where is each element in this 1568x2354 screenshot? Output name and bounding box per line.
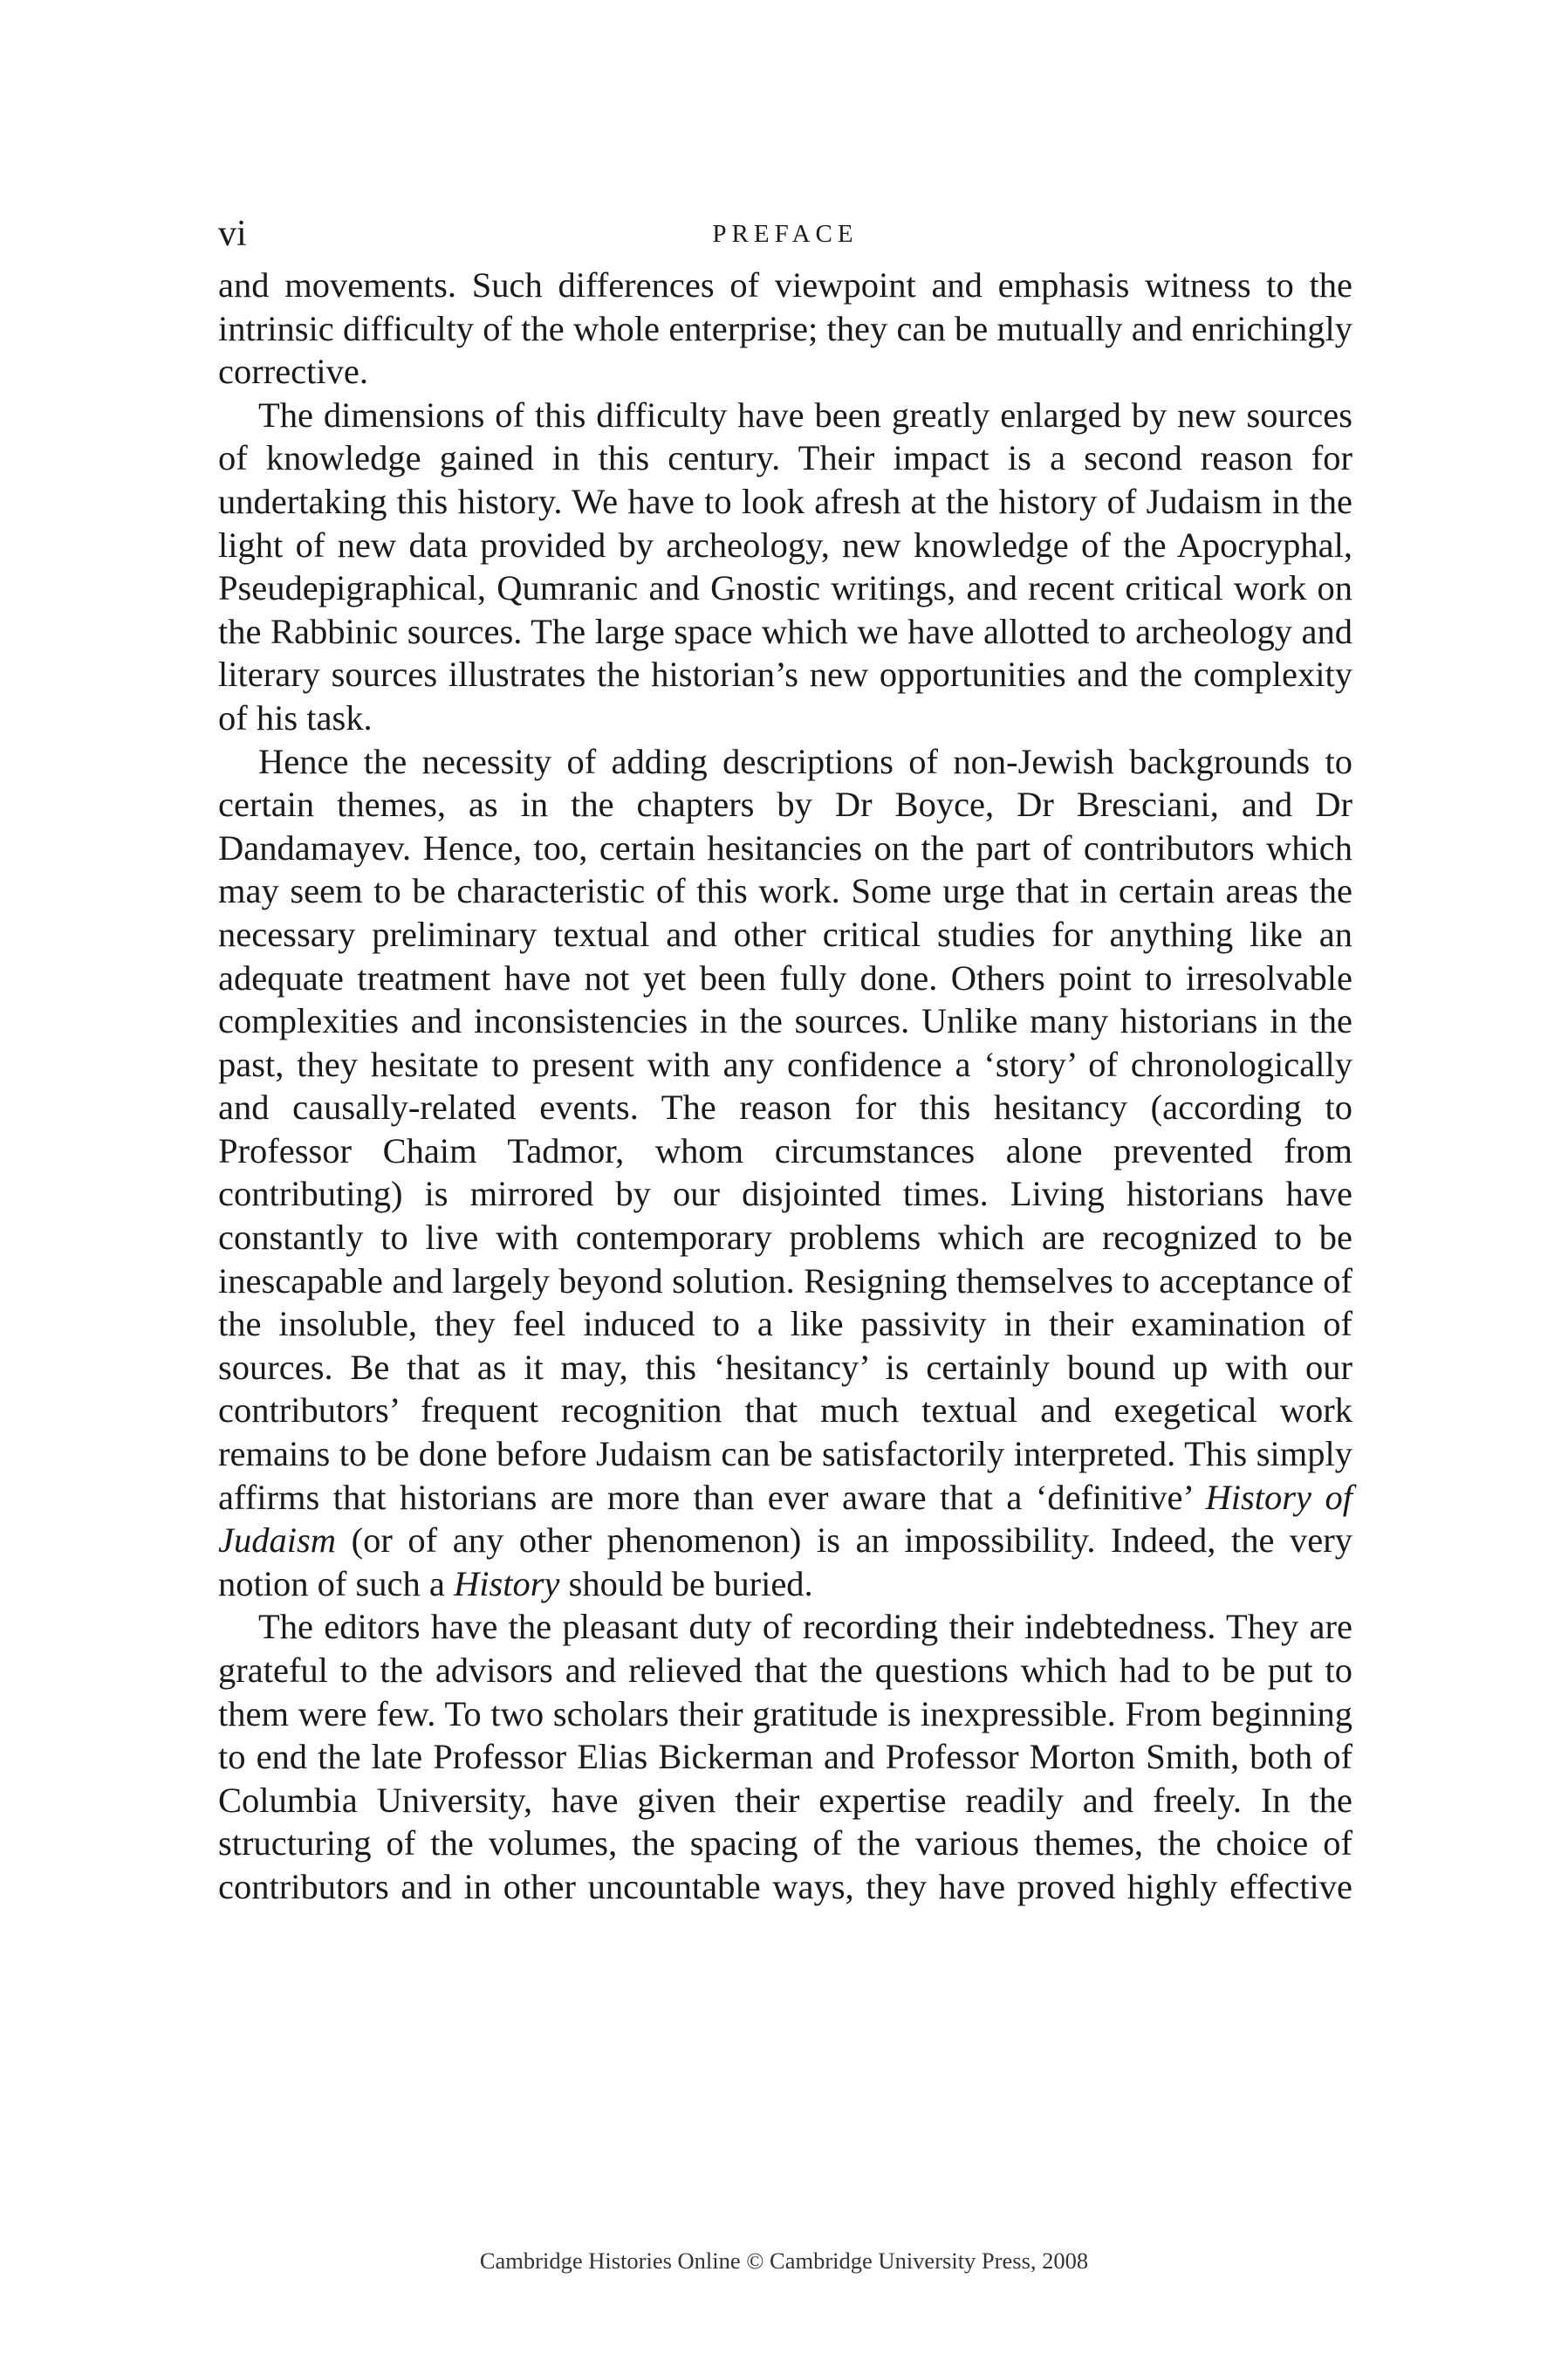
book-title-italic: History of Judaism [218, 1477, 1352, 1561]
running-head [218, 212, 1352, 256]
paragraph-hesitancy: Hence the necessity of adding descriptions of non-Jewish backgrounds to certain themes, as in the chapters by Dr Boyce, Dr Bresciani, and Dr Dandamayev. Hence, too, certain hesitancies on the part of contributors which may seem to be characteristic of this work. Some urge that in certain areas the necessary preliminary textual and other critical studies for anything like an adequate treatment have not yet been fully done. Others point to irresolvable complexities and inconsistencies in the sources. Unlike many historians in the past, they hesitate to present with any confidence a ‘story’ of chronologically and causally-related events. The reason for this hesitancy (according to Professor Chaim Tadmor, whom circumstances alone prevented from contributing) is mirrored by our disjointed times. Living historians have constantly to live with contemporary problems which are recognized to be inescapable and largely beyond solution. Resigning themselves to acceptance of the insoluble, they feel induced to a like passivity in their examination of sources. Be that as it may, this ‘hesitancy’ is certainly bound up with our contributors’ frequent recognition that much textual and exegetical work remains to be done before Judaism can be satisfactorily interpreted. This simply affirms that historians are more than ever aware that a ‘definitive’ History of Judaism (or of any other phenomenon) is an impossibility. Indeed, the very notion of such a History should be buried. [218, 741, 1352, 1603]
paragraph-dimensions: The dimensions of this difficulty have been greatly enlarged by new sources of knowledge gained in this century. Their impact is a second reason for undertaking this history. We have to look afresh at the history of Judaism in the light of new data provided by archeology, new knowledge of the Apocryphal, Pseudepigraphical, Qumranic and Gnostic writings, and recent critical work on the Rabbinic sources. The large space which we have allotted to archeology and literary sources illustrates the historian’s new opportunities and the complexity of his task. [218, 395, 1352, 738]
copyright-footer: Cambridge Histories Online © Cambridge University Press, 2008 [479, 2248, 1089, 2274]
running-title: PREFACE [712, 220, 859, 248]
page-number: vi [218, 214, 247, 254]
body-text [218, 264, 1352, 1909]
paragraph-continued: and movements. Such differences of viewpoint and emphasis witness to the intrinsic difficulty of the whole enterprise; they can be mutually and enrichingly corrective. [218, 265, 1352, 392]
history-italic: History [453, 1563, 560, 1603]
paragraph-acknowledgements: The editors have the pleasant duty of recording their indebtedness. They are grateful to the advisors and relieved that the questions which had to be put to them were few. To two scholars their gratitude is inexpressible. From beginning to end the late Professor Elias Bickerman and Professor Morton Smith, both of Columbia University, have given their expertise readily and freely. In the structuring of the volumes, the spacing of the various themes, the choice of contributors and in other uncountable ways, they have proved highly effective [218, 1607, 1352, 1906]
